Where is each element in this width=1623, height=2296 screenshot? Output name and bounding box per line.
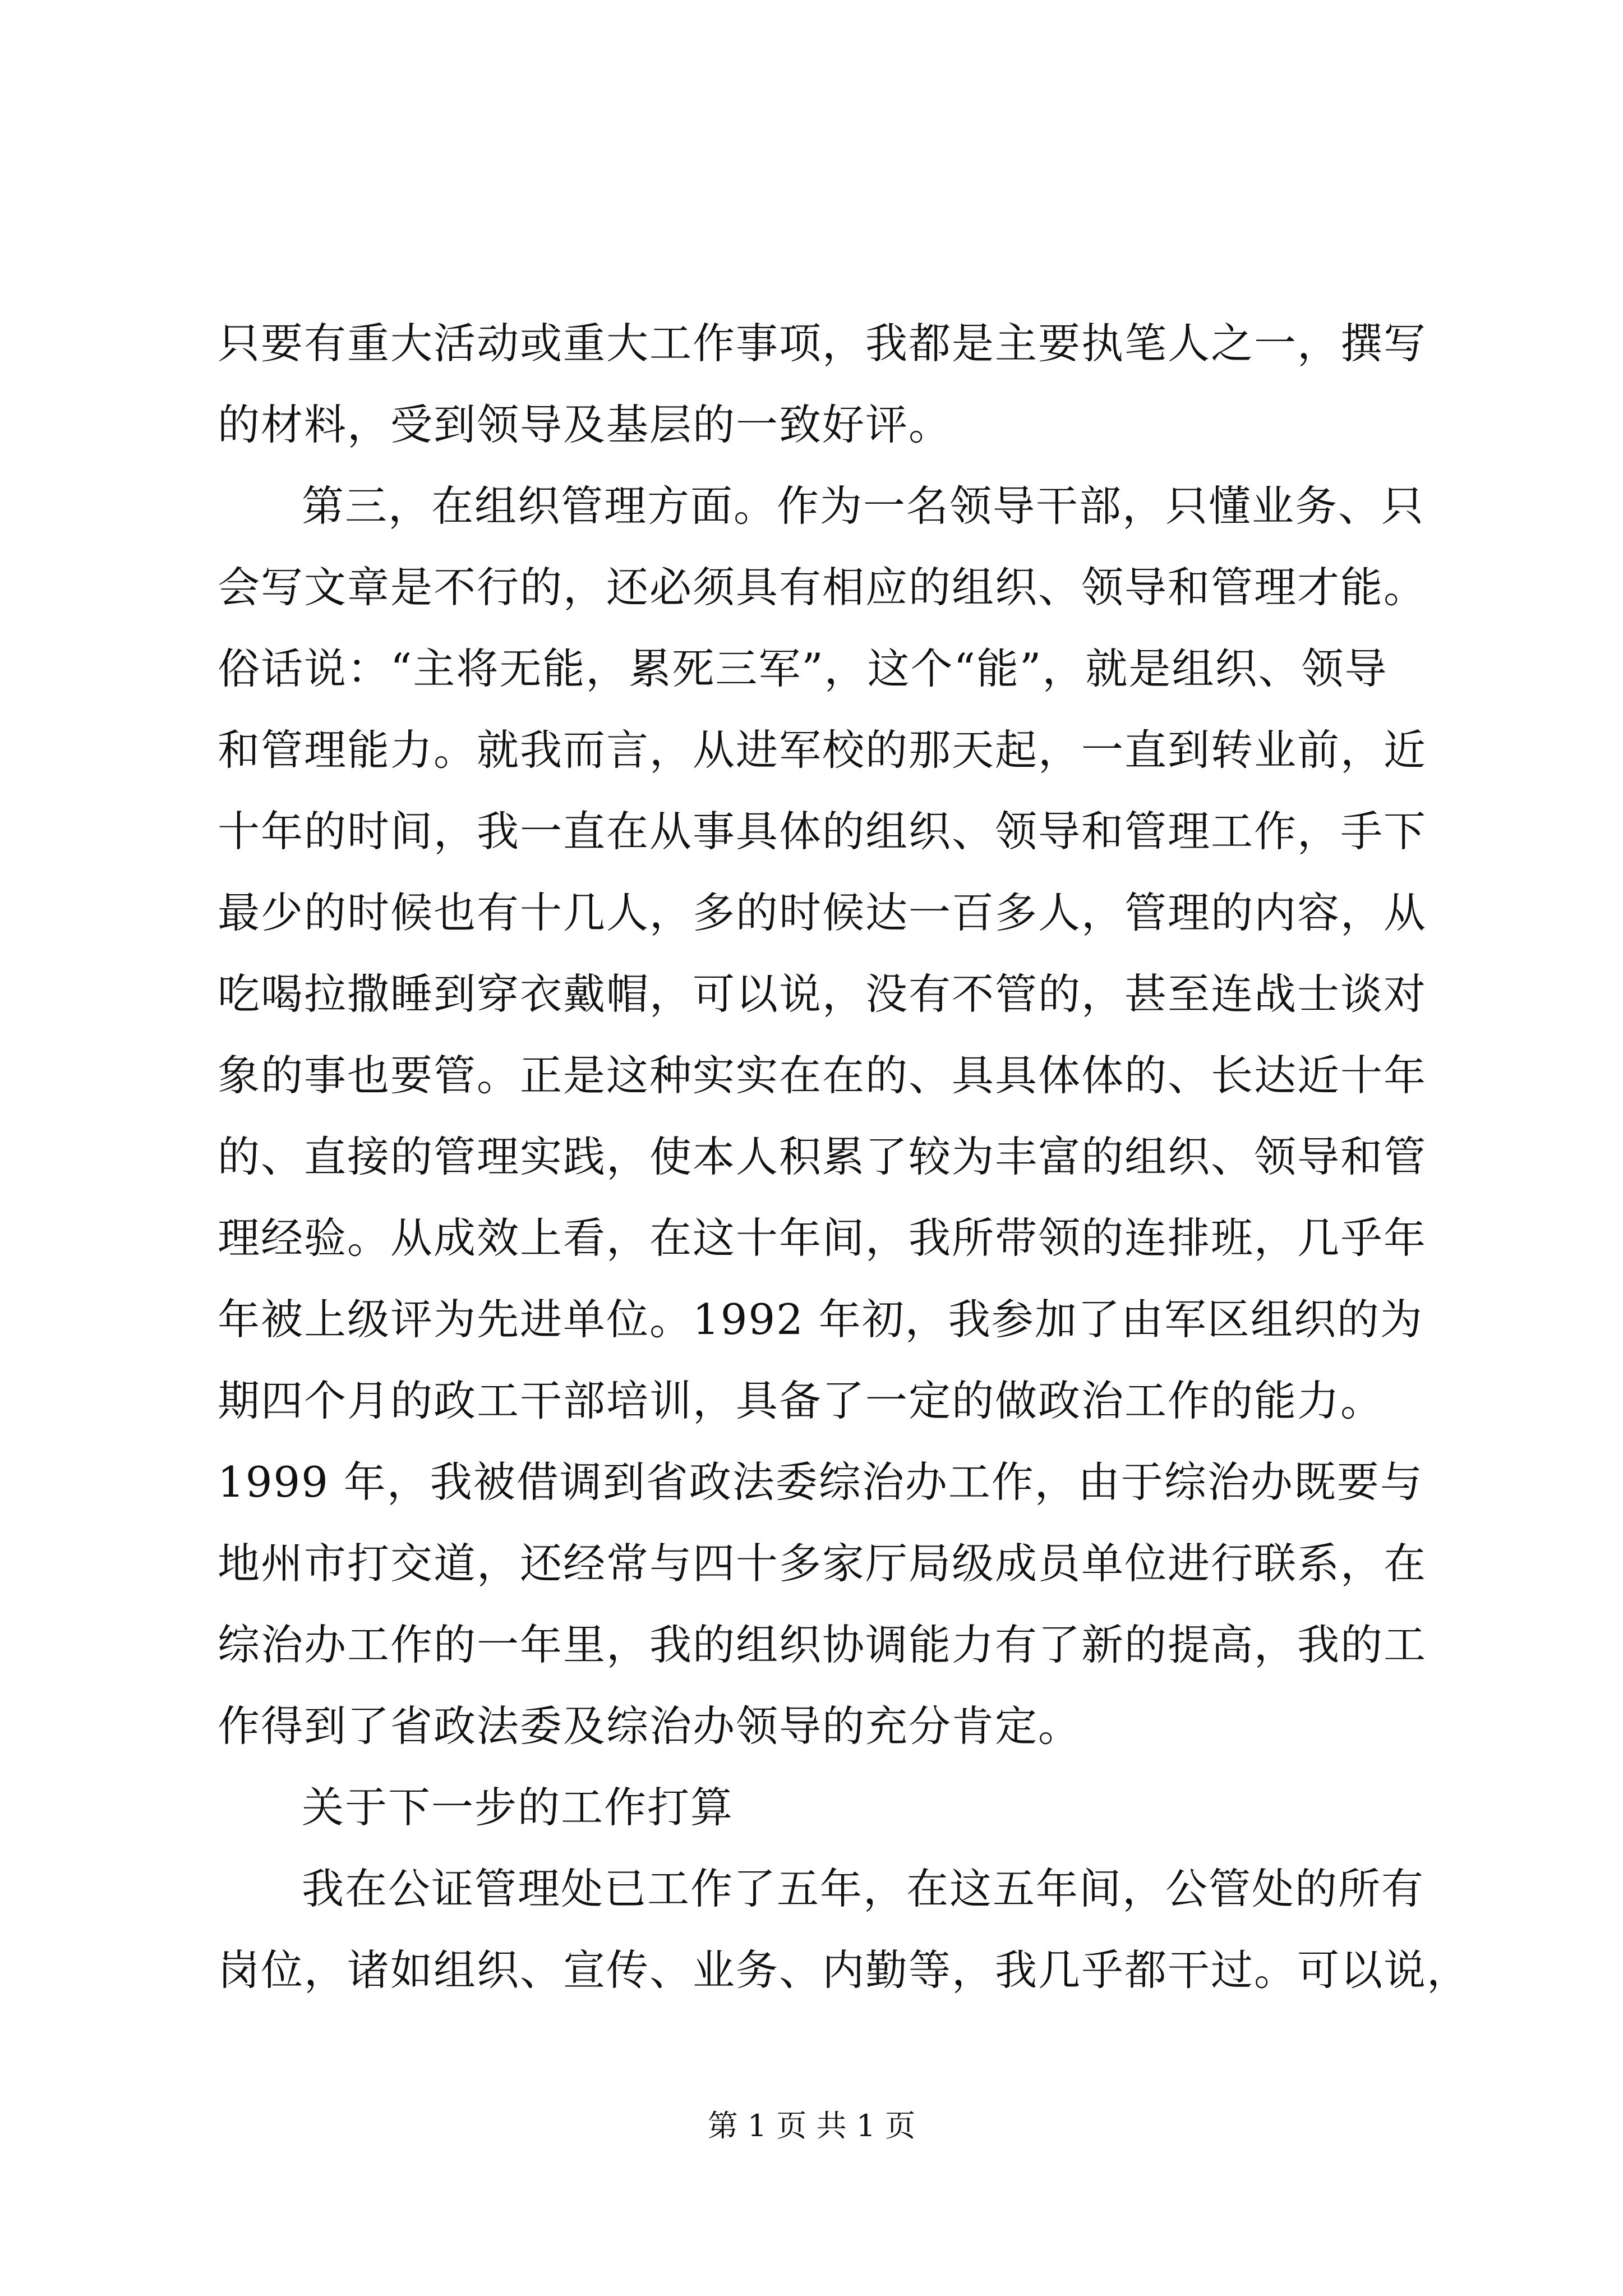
paragraph-start-line: 第三，在组织管理方面。作为一名领导干部，只懂业务、只 [302,481,1425,531]
text-line: 只要有重大活动或重大工作事项，我都是主要执笔人之一，撰写 [218,319,1427,368]
text-line: 年被上级评为先进单位。1992 年初，我参加了由军区组织的为 [218,1295,1423,1344]
paragraph-start-line: 我在公证管理处已工作了五年，在这五年间，公管处的所有 [302,1864,1425,1913]
document-body [218,303,1470,2011]
text-line: 俗话说：“主将无能，累死三军”，这个“能”，就是组织、领导 [218,644,1388,693]
text-line: 1999 年，我被借调到省政法委综治办工作，由于综治办既要与 [218,1457,1423,1507]
text-line: 吃喝拉撒睡到穿衣戴帽，可以说，没有不管的，甚至连战士谈对 [218,969,1427,1019]
section-heading: 关于下一步的工作打算 [302,1783,734,1832]
text-line: 岗位，诸如组织、宣传、业务、内勤等，我几乎都干过。可以说， [218,1945,1470,1995]
text-line: 的材料，受到领导及基层的一致好评。 [218,400,952,449]
text-line: 十年的时间，我一直在从事具体的组织、领导和管理工作，手下 [218,807,1427,856]
text-line: 作得到了省政法委及综治办领导的充分肯定。 [218,1701,1082,1751]
text-line: 象的事也要管。正是这种实实在在的、具具体体的、长达近十年 [218,1051,1427,1100]
page-footer: 第 1 页 共 1 页 [707,2108,916,2143]
text-line: 会写文章是不行的，还必须具有相应的组织、领导和管理才能。 [218,563,1427,612]
text-line: 最少的时候也有十几人，多的时候达一百多人，管理的内容，从 [218,888,1427,937]
text-line: 地州市打交道，还经常与四十多家厅局级成员单位进行联系，在 [218,1539,1427,1588]
text-line: 期四个月的政工干部培训，具备了一定的做政治工作的能力。 [218,1376,1384,1425]
text-line: 综治办工作的一年里，我的组织协调能力有了新的提高，我的工 [218,1620,1427,1669]
text-line: 的、直接的管理实践，使本人积累了较为丰富的组织、领导和管 [218,1132,1427,1181]
text-line: 理经验。从成效上看，在这十年间，我所带领的连排班，几乎年 [218,1213,1427,1263]
text-line: 和管理能力。就我而言，从进军校的那天起，一直到转业前，近 [218,725,1427,775]
